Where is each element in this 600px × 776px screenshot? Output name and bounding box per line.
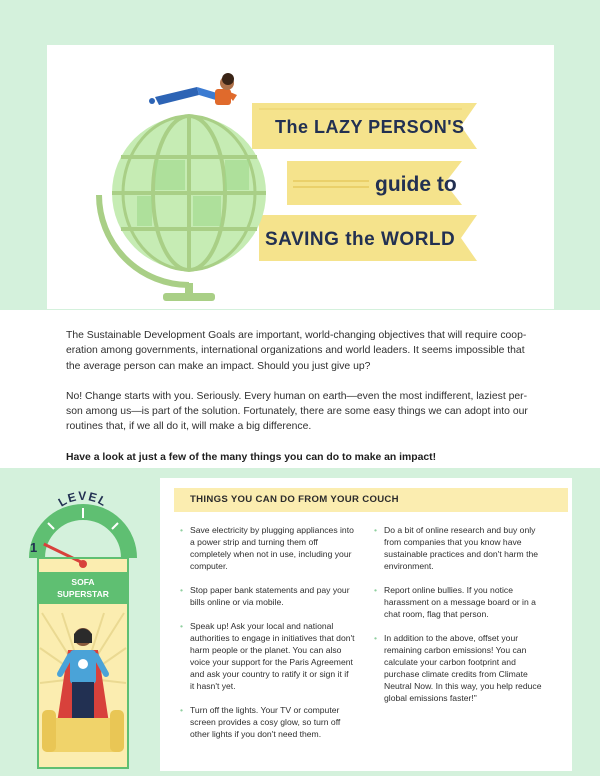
list-item: • Stop paper bank statements and pay your bills online or via mobile. [180, 585, 350, 607]
list-item: • Do a bit of online research and buy only from companies that you know have sustainable practices and don't harm the environment. [374, 525, 539, 571]
bottom-section [0, 468, 600, 776]
level-name-line-2: SUPERSTAR [57, 589, 109, 599]
level-illustration [12, 478, 152, 774]
title-line-3: SAVING the WORLD [265, 229, 456, 250]
bullet-icon: • [180, 585, 184, 595]
tasks-heading: THINGS YOU CAN DO FROM YOUR COUCH [174, 488, 568, 512]
level-gauge [37, 512, 129, 558]
intro-call-to-action: Have a look at just a few of the many things you can do to make an impact! [66, 451, 437, 463]
tasks-card [160, 478, 572, 771]
bullet-icon: • [374, 525, 378, 535]
tasks-column-right [374, 524, 549, 716]
tasks-column-left [180, 524, 355, 752]
bullet-icon: • [374, 585, 378, 595]
intro-paragraph-2: No! Change starts with you. Seriously. Every human on earth—even the most indifferent, laziest person among us—is part of the solution. Fortunately, there are some easy things we can adopt into our routines that, if we all do it, will make a big difference. [66, 390, 528, 433]
bullet-icon: • [180, 621, 184, 631]
bullet-icon: • [180, 525, 184, 535]
title-line-2: guide to [375, 173, 457, 196]
globe [112, 116, 266, 270]
bullet-icon: • [374, 633, 378, 643]
list-item: • Turn off the lights. Your TV or computer screen provides a cosy glow, so turn off other lights if you don't need them. [180, 705, 341, 739]
level-name-line-1: SOFA [71, 577, 95, 587]
list-item: • In addition to the above, offset your remaining carbon emissions! You can calculate your carbon footprint and purchase climate credits from Climate Neutral Now. In this way, you help reduce global emissions faster!" [374, 633, 542, 703]
bullet-icon: • [180, 705, 184, 715]
lazy-person-illustration [149, 73, 237, 105]
list-item: • Save electricity by plugging appliances into a power strip and turning them off completely when not in use, including your computer. [180, 525, 354, 571]
title-line-1: The LAZY PERSON'S [275, 117, 465, 137]
intro-section [0, 310, 600, 468]
level-heading: LEVEL [55, 489, 111, 510]
list-item: • Report online bullies. If you notice harassment on a message board or in a chat room, flag that person. [374, 585, 536, 619]
intro-paragraph-1: The Sustainable Development Goals are important, world-changing objectives that will require cooperation among governments, international organizations and world leaders. It seems impossible that the average person can make an impact. Should you just give up? [66, 330, 527, 372]
hero-illustration [47, 45, 554, 309]
level-badge [12, 478, 152, 774]
header-card [47, 45, 554, 309]
list-item: • Speak up! Ask your local and national authorities to engage in initiatives that don't harm people or the planet. You can also voice your support for the Paris Agreement and ask your country to ratify it or sign it if it hasn't yet. [180, 621, 355, 691]
level-number: 1 [30, 540, 38, 555]
